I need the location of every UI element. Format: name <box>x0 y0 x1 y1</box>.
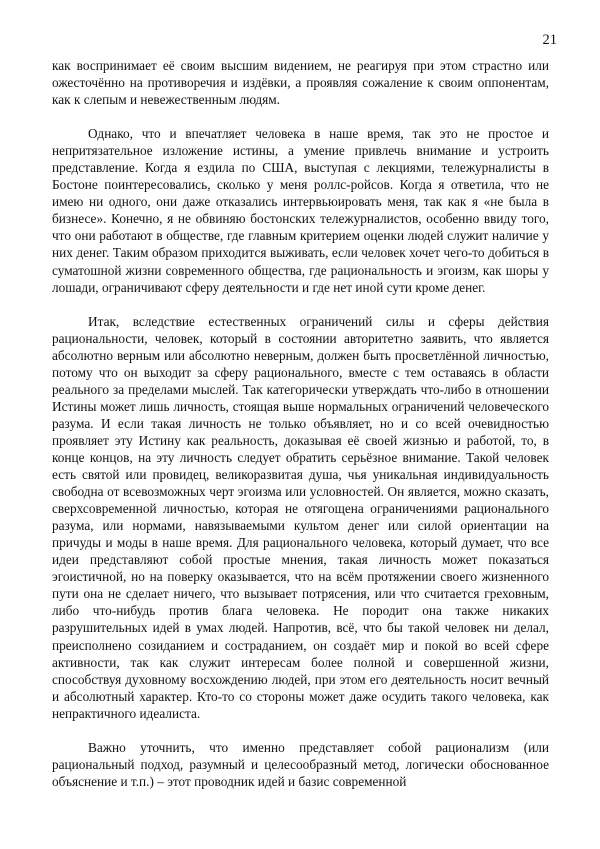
paragraph-spacer <box>52 722 549 739</box>
paragraph-spacer <box>52 296 549 313</box>
paragraph-spacer <box>52 108 549 125</box>
paragraph-1: как воспринимает её своим высшим видением, не реагируя при этом страстно или ожесточённо на противоречия и издёвки, а проявляя сожаление к своим оппонентам, как к слепым и невежественным людям. <box>52 58 549 108</box>
paragraph-4: Важно уточнить, что именно представляет собой рационализм (или рациональный подход, разумный и целесообразный метод, логически обоснованное объяснение и т.п.) – этот проводник идей и базис современной <box>52 739 549 789</box>
page-number: 21 <box>542 32 557 48</box>
paragraph-2: Однако, что и впечатляет человека в наше время, так это не простое и непритязательное изложение истины, а умение привлечь внимание и устроить представление. Когда я ездила по США, выступая с лекциями, тележурналисты в Бостоне поинтересовались, сколько у меня роллс-ройсов. Когда я ответила, что не имею ни одного, они даже отказались интервьюировать меня, так как я «не была в бизнесе». Конечно, я не обвиняю бостонских тележурналистов, особенно ввиду того, что они работают в обществе, где главным критерием оценки людей служит наличие у них денег. Таким образом приходится выживать, если человек хочет чего-то добиться в суматошной жизни современного общества, где рациональность и эгоизм, как шоры у лошади, ограничивают сферу деятельности и где нет иной сути кроме денег. <box>52 126 549 295</box>
paragraph-3: Итак, вследствие естественных ограничений силы и сферы действия рациональности, человек, который в состоянии авторитетно заявить, что является абсолютно верным или абсолютно неверным, должен быть просветлённой личностью, потому что он выходит за сферу рационального, вместе с тем оставаясь в области реального за пределами мыслей. Так категорически утверждать что-либо в отношении Истины может лишь личность, стоящая выше нормальных ограничений человеческого разума. И если такая личность не только объявляет, но и со всей очевидностью проявляет эту Истину как реальность, доказывая её своей жизнью и работой, то, в конце концов, на эту личность следует обратить серьёзное внимание. Такой человек есть святой или провидец, великоразвитая душа, чья уникальная индивидуальность свободна от всевозможных черт эгоизма или условностей. Он является, можно сказать, сверхсовременной личностью, которая не отягощена ограничениями рационального разума, или нормами, навязываемыми культом денег или силой ориентации на причуды и моды в наше время. Для рационального человека, который думает, что все идеи представляют собой простые мнения, такая личность может показаться эгоистичной, но на поверку оказывается, что на всём протяжении своего жизненного пути она не сделает ничего, что вызывает потрясения, или что считается греховным, либо что-нибудь против блага человека. Не породит она также никаких разрушительных идей в умах людей. Напротив, всё, что бы такой человек ни делал, преисполнено созиданием и состраданием, он создаёт мир и покой во всей сфере активности, так как служит интересам более полной и совершенной жизни, способствуя духовному восхождению людей, при этом его деятельность носит вечный и абсолютный характер. Кто-то со стороны может даже осудить такого человека, как непрактичного идеалиста. <box>52 313 549 721</box>
body-text <box>52 57 549 790</box>
